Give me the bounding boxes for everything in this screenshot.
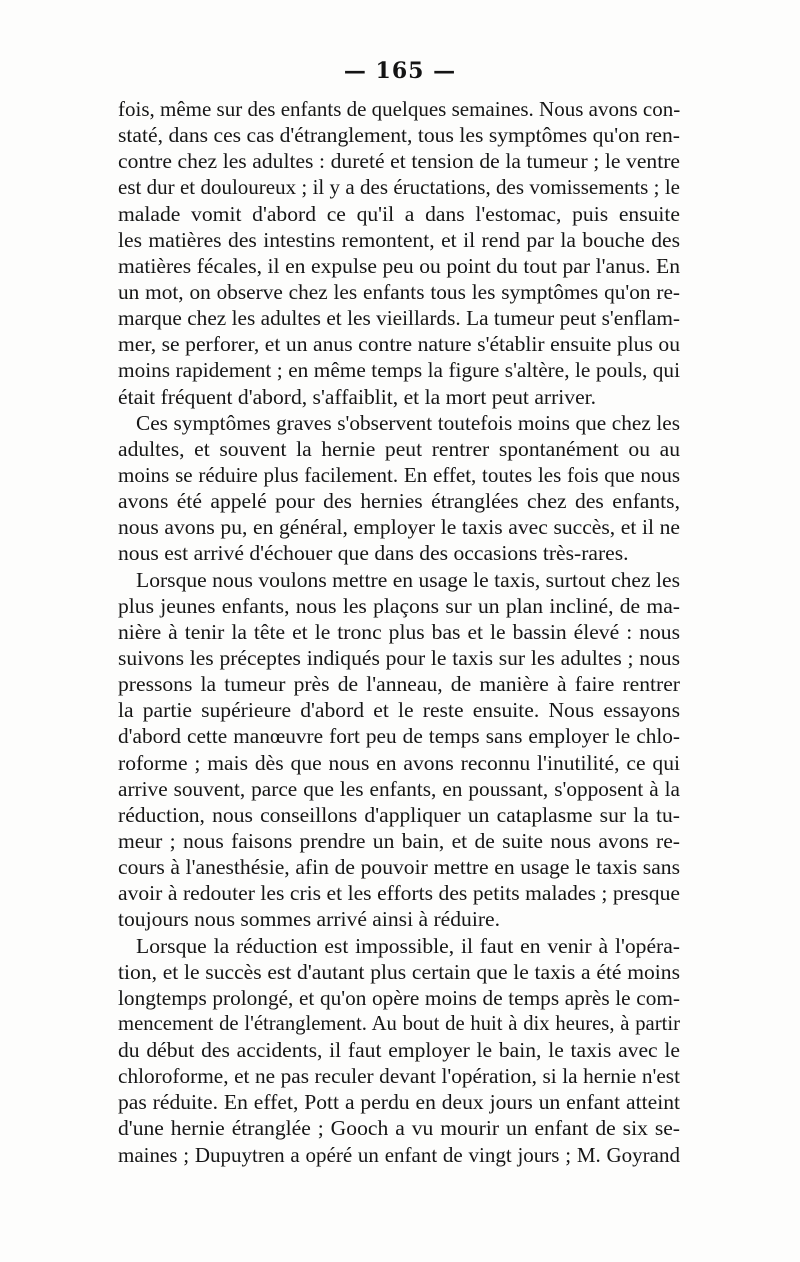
- text-line: suivons les préceptes indiqués pour le taxis sur les adultes ; nous: [118, 645, 680, 670]
- text-line: Lorsque nous voulons mettre en usage le taxis, surtout chez les: [136, 567, 680, 592]
- text-line: matières fécales, il en expulse peu ou point du tout par l'anus. En: [118, 253, 680, 278]
- text-line: longtemps prolongé, et qu'on opère moins de temps après le com-: [118, 985, 680, 1010]
- text-line: moins se réduire plus facilement. En effet, toutes les fois que nous: [118, 462, 680, 487]
- text-line: nière à tenir la tête et le tronc plus bas et le bassin élevé : nous: [118, 619, 680, 644]
- text-line: tion, et le succès est d'autant plus certain que le taxis a été moins: [118, 959, 680, 984]
- text-line: nous est arrivé d'échouer que dans des occasions très-rares.: [118, 541, 629, 566]
- body-text: [118, 96, 680, 1168]
- text-line: avons été appelé pour des hernies étranglées chez des enfants,: [118, 489, 680, 514]
- text-line: roforme ; mais dès que nous en avons reconnu l'inutilité, ce qui: [118, 750, 680, 775]
- text-line: malade vomit d'abord ce qu'il a dans l'estomac, puis ensuite: [118, 201, 680, 226]
- text-line: nous avons pu, en général, employer le taxis avec succès, et il ne: [118, 515, 680, 540]
- page-number: — 165 —: [343, 58, 457, 84]
- text-line: est dur et douloureux ; il y a des éructations, des vomissements ; le: [118, 175, 680, 200]
- text-line: réduction, nous conseillons d'appliquer un cataplasme sur la tu-: [118, 802, 680, 827]
- text-line: les matières des intestins remontent, et il rend par la bouche des: [118, 227, 680, 252]
- text-line: arrive souvent, parce que les enfants, en poussant, s'opposent à la: [118, 776, 680, 801]
- text-line: Lorsque la réduction est impossible, il faut en venir à l'opéra-: [136, 933, 680, 958]
- text-line: moins rapidement ; en même temps la figure s'altère, le pouls, qui: [118, 358, 680, 383]
- text-line: maines ; Dupuytren a opéré un enfant de vingt jours ; M. Goyrand: [118, 1142, 680, 1167]
- text-line: du début des accidents, il faut employer le bain, le taxis avec le: [118, 1038, 680, 1063]
- text-line: adultes, et souvent la hernie peut rentrer spontanément ou au: [118, 436, 680, 461]
- text-line: marque chez les adultes et les vieillards. La tumeur peut s'enflam-: [118, 306, 680, 331]
- text-line: mer, se perforer, et un anus contre nature s'établir ensuite plus ou: [118, 332, 680, 357]
- text-line: d'une hernie étranglée ; Gooch a vu mourir un enfant de six se-: [118, 1116, 680, 1141]
- text-line: contre chez les adultes : dureté et tension de la tumeur ; le ventre: [118, 149, 680, 174]
- text-line: fois, même sur des enfants de quelques semaines. Nous avons con-: [118, 97, 681, 121]
- text-line: d'abord cette manœuvre fort peu de temps sans employer le chlo-: [118, 724, 680, 749]
- text-line: pas réduite. En effet, Pott a perdu en deux jours un enfant atteint: [118, 1090, 680, 1115]
- text-line: avoir à redouter les cris et les efforts des petits malades ; presque: [118, 881, 680, 906]
- text-line: était fréquent d'abord, s'affaiblit, et la mort peut arriver.: [118, 384, 597, 409]
- text-line: plus jeunes enfants, nous les plaçons sur un plan incliné, de ma-: [118, 593, 680, 618]
- text-line: chloroforme, et ne pas reculer devant l'opération, si la hernie n'est: [118, 1064, 680, 1089]
- text-line: meur ; nous faisons prendre un bain, et de suite nous avons re-: [118, 828, 680, 853]
- text-line: pressons la tumeur près de l'anneau, de manière à faire rentrer: [118, 672, 680, 697]
- text-line: toujours nous sommes arrivé ainsi à réduire.: [118, 907, 501, 932]
- text-line: la partie supérieure d'abord et le reste ensuite. Nous essayons: [118, 698, 680, 723]
- text-line: cours à l'anesthésie, afin de pouvoir mettre en usage le taxis sans: [118, 855, 680, 880]
- text-line: mencement de l'étranglement. Au bout de huit à dix heures, à partir: [118, 1012, 680, 1035]
- text-line: Ces symptômes graves s'observent toutefois moins que chez les: [136, 410, 680, 435]
- text-line: un mot, on observe chez les enfants tous les symptômes qu'on re-: [118, 279, 680, 304]
- text-line: staté, dans ces cas d'étranglement, tous les symptômes qu'on ren-: [118, 123, 680, 148]
